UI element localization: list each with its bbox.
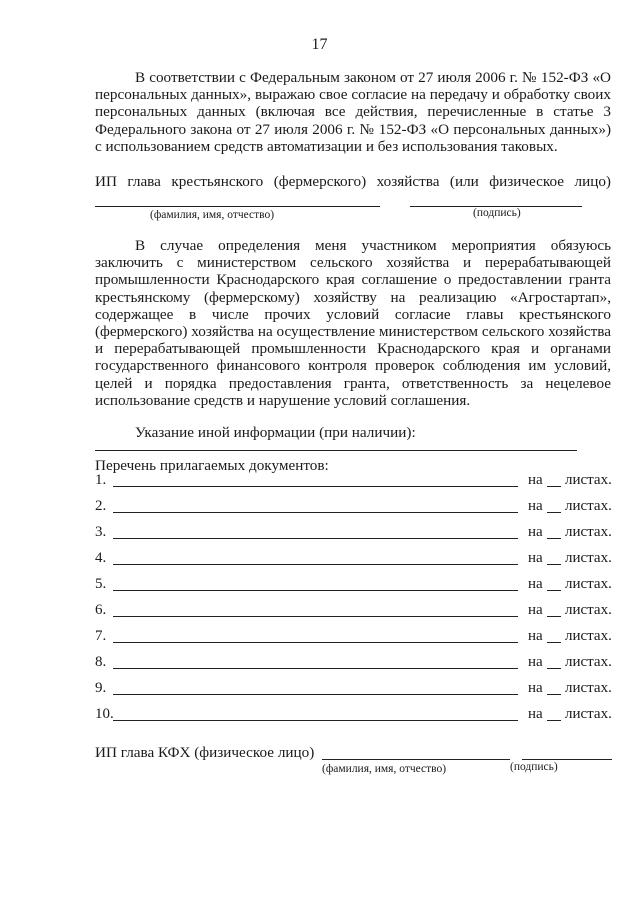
heading-word: лицо) xyxy=(574,173,611,190)
document-sheets-label: листах. xyxy=(565,472,612,488)
document-na-label: на xyxy=(528,472,543,488)
sheet-count-line[interactable] xyxy=(547,486,561,487)
document-sheets-label: листах. xyxy=(565,602,612,618)
document-name-line[interactable] xyxy=(113,512,518,513)
document-name-line[interactable] xyxy=(113,720,518,721)
signature-block-heading xyxy=(95,173,611,190)
kfh-signature-line[interactable] xyxy=(522,759,612,760)
consent-paragraph: В соответствии с Федеральным законом от 27 июля 2006 г. № 152-ФЗ «О персональных данных», выражаю свое согласие на передачу и обработку своих персональных данных (включая все действия, перечисленные в статье 3 Федерального закона от 27 июля 2006 г. № 152-ФЗ «О персональных данных») с использованием средств автоматизации и без использования таковых. xyxy=(95,69,611,155)
document-number: 7. xyxy=(95,628,107,644)
kfh-fio-caption: (фамилия, имя, отчество) xyxy=(322,763,447,775)
document-number: 1. xyxy=(95,472,107,488)
document-number: 3. xyxy=(95,524,107,540)
sheet-count-line[interactable] xyxy=(547,538,561,539)
document-row xyxy=(95,549,611,567)
document-name-line[interactable] xyxy=(113,590,518,591)
kfh-signature-label: ИП глава КФХ (физическое лицо) xyxy=(95,744,315,761)
sheet-count-line[interactable] xyxy=(547,720,561,721)
heading-word: ИП xyxy=(95,173,117,190)
document-sheets-label: листах. xyxy=(565,680,612,696)
kfh-fio-line[interactable] xyxy=(322,759,510,760)
document-na-label: на xyxy=(528,654,543,670)
document-row xyxy=(95,497,611,515)
document-na-label: на xyxy=(528,576,543,592)
documents-label: Перечень прилагаемых документов: xyxy=(95,457,329,474)
sheet-count-line[interactable] xyxy=(547,512,561,513)
document-number: 9. xyxy=(95,680,107,696)
document-name-line[interactable] xyxy=(113,642,518,643)
document-na-label: на xyxy=(528,524,543,540)
document-number: 4. xyxy=(95,550,107,566)
document-sheets-label: листах. xyxy=(565,576,612,592)
kfh-signature-caption: (подпись) xyxy=(510,761,558,773)
page-number: 17 xyxy=(311,36,328,53)
document-sheets-label: листах. xyxy=(565,628,612,644)
fio-line[interactable] xyxy=(95,206,380,207)
document-name-line[interactable] xyxy=(113,564,518,565)
document-number: 8. xyxy=(95,654,107,670)
obligation-paragraph: В случае определения меня участником мероприятия обязуюсь заключить с министерством сельского хозяйства и перерабатывающей промышленности Краснодарского края соглашение о предоставлении гранта крестьянскому (фермерскому) хозяйству на реализацию «Агростартап», содержащее в числе прочих условий согласие главы крестьянского (фермерского) хозяйства на осуществление министерством сельского хозяйства и перерабатывающей промышленности Краснодарского края и органами государственного финансового контроля проверок соблюдения им условий, целей и порядка предоставления гранта, ответственность за нецелевое использование средств и нарушение условий соглашения. xyxy=(95,237,611,409)
document-number: 6. xyxy=(95,602,107,618)
document-na-label: на xyxy=(528,706,543,722)
other-info-label: Указание иной информации (при наличии): xyxy=(135,424,416,441)
sheet-count-line[interactable] xyxy=(547,694,561,695)
document-sheets-label: листах. xyxy=(565,498,612,514)
heading-word: глава xyxy=(127,173,161,190)
document-row xyxy=(95,471,611,489)
document-row xyxy=(95,601,611,619)
document-number: 10. xyxy=(95,706,114,722)
document-name-line[interactable] xyxy=(113,486,518,487)
document-na-label: на xyxy=(528,628,543,644)
sheet-count-line[interactable] xyxy=(547,590,561,591)
document-sheets-label: листах. xyxy=(565,550,612,566)
heading-word: физическое xyxy=(489,173,565,190)
document-row xyxy=(95,575,611,593)
document-sheets-label: листах. xyxy=(565,706,612,722)
document-row xyxy=(95,653,611,671)
document-number: 2. xyxy=(95,498,107,514)
document-na-label: на xyxy=(528,498,543,514)
document-name-line[interactable] xyxy=(113,538,518,539)
document-row xyxy=(95,627,611,645)
other-info-line[interactable] xyxy=(95,450,577,451)
document-sheets-label: листах. xyxy=(565,654,612,670)
heading-word: крестьянского xyxy=(171,173,264,190)
heading-word: (фермерского) xyxy=(273,173,367,190)
sheet-count-line[interactable] xyxy=(547,616,561,617)
document-row xyxy=(95,523,611,541)
document-na-label: на xyxy=(528,550,543,566)
document-number: 5. xyxy=(95,576,107,592)
document-row xyxy=(95,705,611,723)
sheet-count-line[interactable] xyxy=(547,668,561,669)
document-na-label: на xyxy=(528,680,543,696)
heading-word: (или xyxy=(449,173,479,190)
document-name-line[interactable] xyxy=(113,616,518,617)
sheet-count-line[interactable] xyxy=(547,564,561,565)
document-sheets-label: листах. xyxy=(565,524,612,540)
heading-word: хозяйства xyxy=(376,173,440,190)
document-na-label: на xyxy=(528,602,543,618)
document-name-line[interactable] xyxy=(113,694,518,695)
fio-caption: (фамилия, имя, отчество) xyxy=(150,209,275,221)
sheet-count-line[interactable] xyxy=(547,642,561,643)
document-row xyxy=(95,679,611,697)
document-name-line[interactable] xyxy=(113,668,518,669)
signature-caption: (подпись) xyxy=(473,207,521,219)
